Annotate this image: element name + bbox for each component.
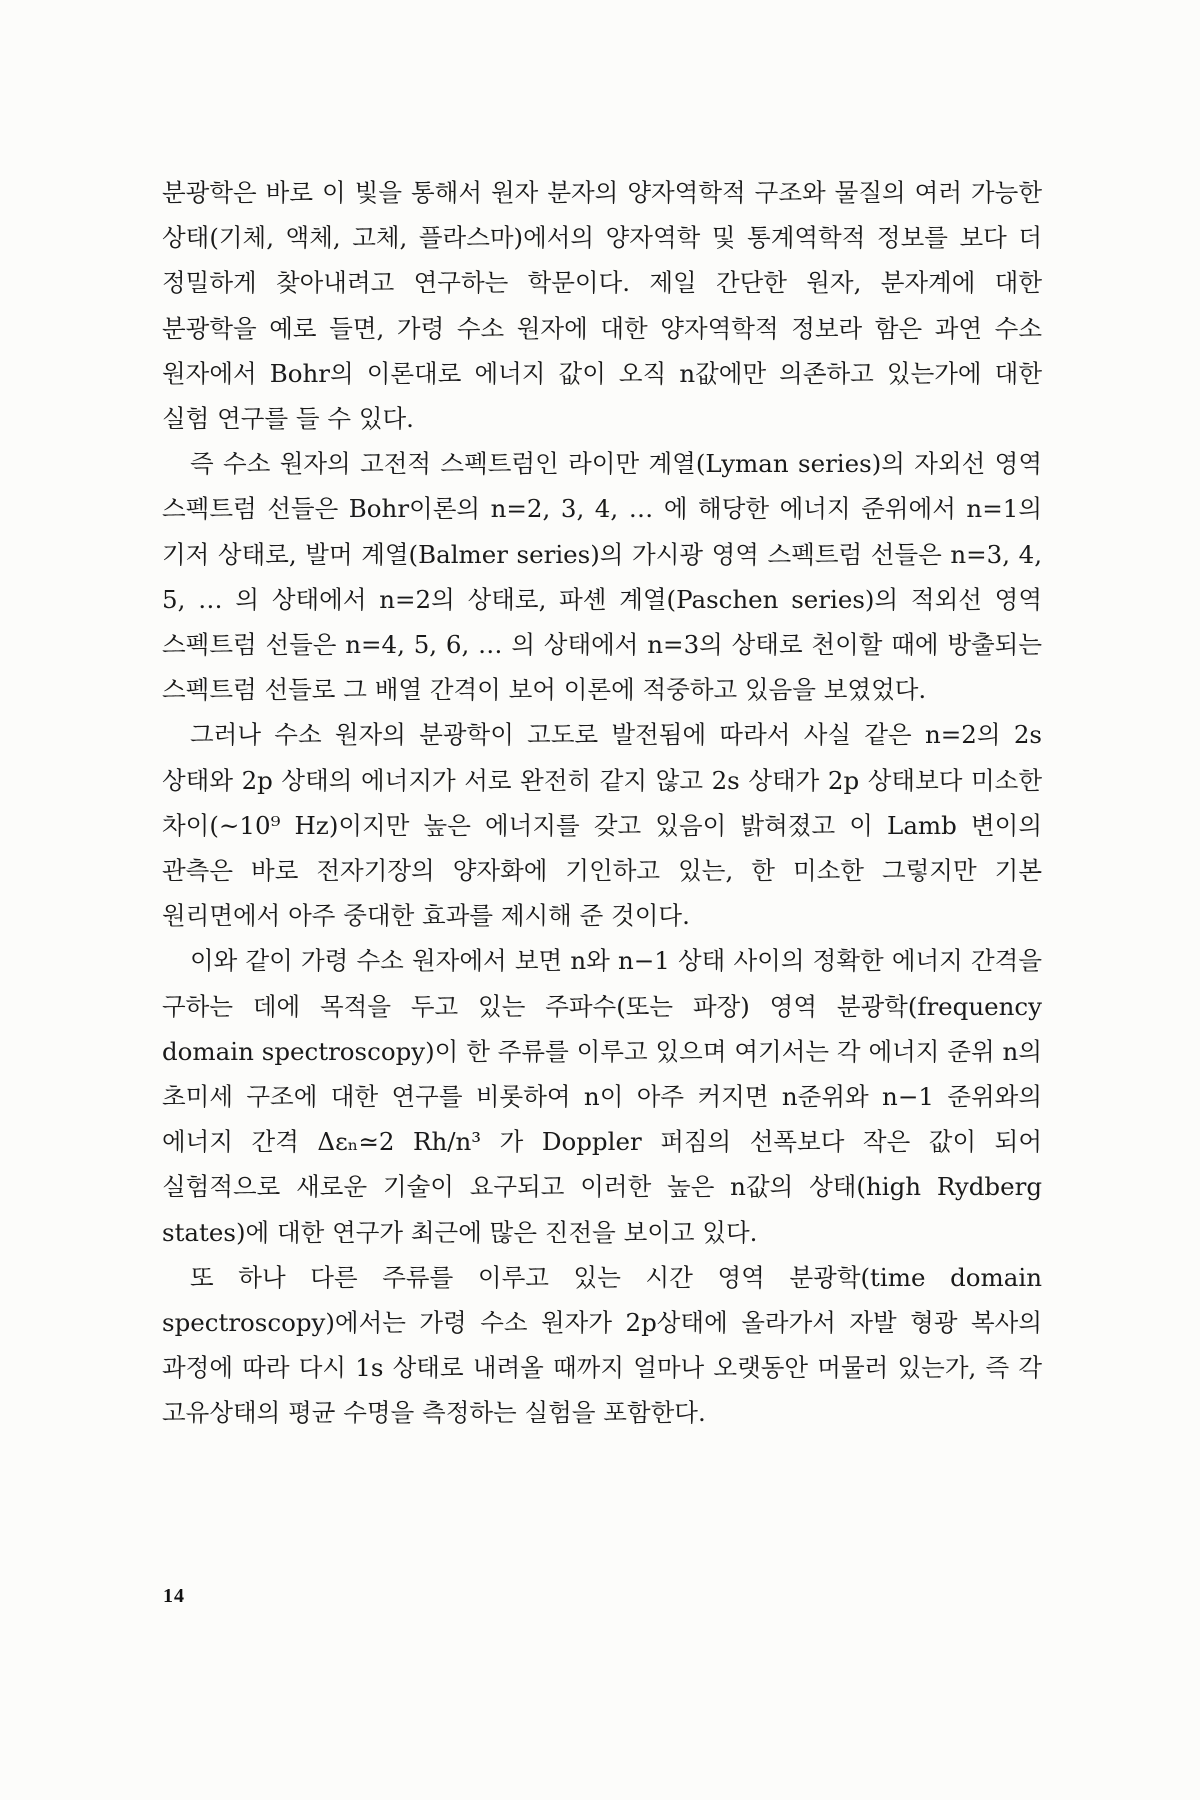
paragraph-3: 그러나 수소 원자의 분광학이 고도로 발전됨에 따라서 사실 같은 n=2의 2s 상태와 2p 상태의 에너지가 서로 완전히 같지 않고 2s 상태가 2p 상태보다 미소한 차이(~10⁹ Hz)이지만 높은 에너지를 갖고 있음이 밝혀졌고 이 Lamb 변이의 관측은 바로 전자기장의 양자화에 기인하고 있는, 한 미소한 그렇지만 기본 원리면에서 아주 중대한 효과를 제시해 준 것이다.: [162, 720, 1042, 931]
paragraph-5: 또 하나 다른 주류를 이루고 있는 시간 영역 분광학(time domain spectroscopy)에서는 가령 수소 원자가 2p상태에 올라가서 자발 형광 복사의 과정에 따라 다시 1s 상태로 내려올 때까지 얼마나 오랫동안 머물러 있는가, 즉 각 고유상태의 평균 수명을 측정하는 실험을 포함한다.: [162, 1262, 1042, 1428]
body-text: [162, 170, 1042, 1436]
page-number: 14: [163, 1585, 185, 1607]
paragraph-1: 분광학은 바로 이 빛을 통해서 원자 분자의 양자역학적 구조와 물질의 여러 가능한 상태(기체, 액체, 고체, 플라스마)에서의 양자역학 및 통계역학적 정보를 보다 더 정밀하게 찾아내려고 연구하는 학문이다. 제일 간단한 원자, 분자계에 대한 분광학을 예로 들면, 가령 수소 원자에 대한 양자역학적 정보라 함은 과연 수소 원자에서 Bohr의 이론대로 에너지 값이 오직 n값에만 의존하고 있는가에 대한 실험 연구를 들 수 있다.: [162, 178, 1042, 434]
paragraph-4: 이와 같이 가령 수소 원자에서 보면 n와 n−1 상태 사이의 정확한 에너지 간격을 구하는 데에 목적을 두고 있는 주파수(또는 파장) 영역 분광학(frequency domain spectroscopy)이 한 주류를 이루고 있으며 여기서는 각 에너지 준위 n의 초미세 구조에 대한 연구를 비롯하여 n이 아주 커지면 n준위와 n−1 준위와의 에너지 간격 Δεₙ≃2 Rh/n³ 가 Doppler 퍼짐의 선폭보다 작은 값이 되어 실험적으로 새로운 기술이 요구되고 이러한 높은 n값의 상태(high Rydberg states)에 대한 연구가 최근에 많은 진전을 보이고 있다.: [162, 946, 1042, 1247]
paragraph-2: 즉 수소 원자의 고전적 스펙트럼인 라이만 계열(Lyman series)의 자외선 영역 스펙트럼 선들은 Bohr이론의 n=2, 3, 4, … 에 해당한 에너지 준위에서 n=1의 기저 상태로, 발머 계열(Balmer series)의 가시광 영역 스펙트럼 선들은 n=3, 4, 5, … 의 상태에서 n=2의 상태로, 파셴 계열(Paschen series)의 적외선 영역 스펙트럼 선들은 n=4, 5, 6, … 의 상태에서 n=3의 상태로 천이할 때에 방출되는 스펙트럼 선들로 그 배열 간격이 보어 이론에 적중하고 있음을 보였었다.: [162, 449, 1042, 705]
